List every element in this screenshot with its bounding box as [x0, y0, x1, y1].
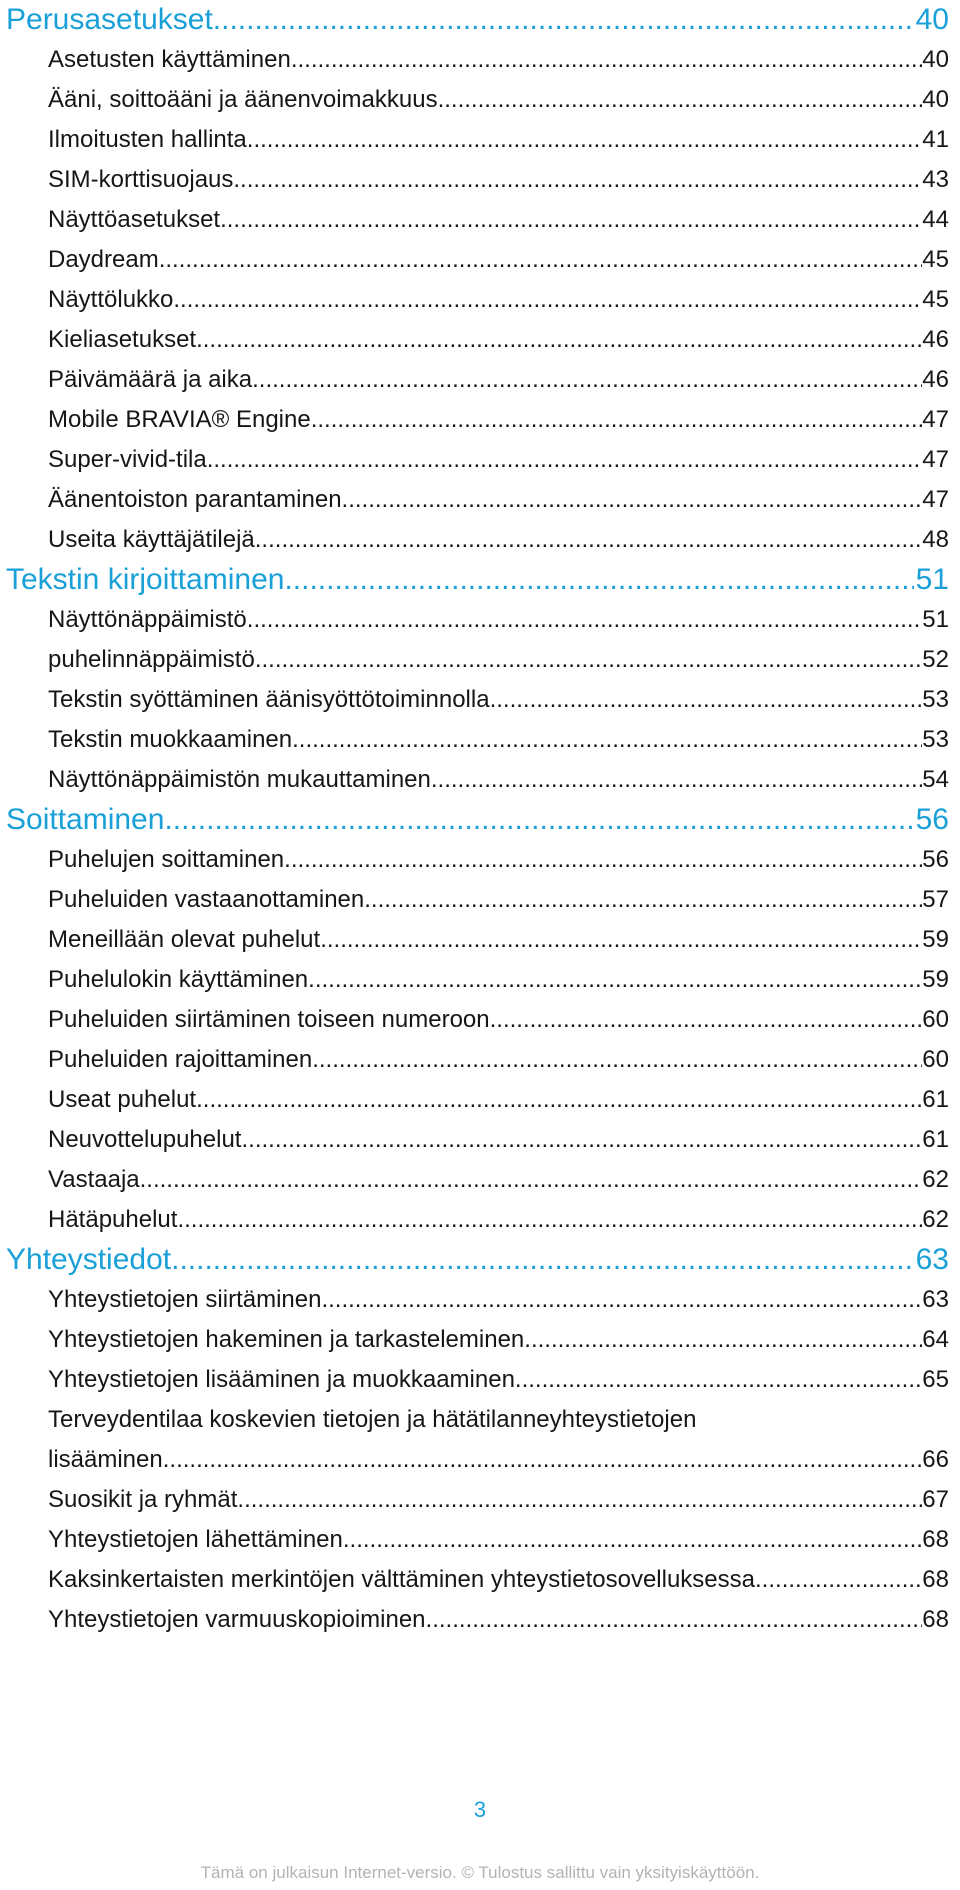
toc-entry-page: 51	[922, 606, 949, 633]
toc-entry-page: 47	[922, 446, 949, 473]
dot-leader	[171, 1240, 914, 1280]
toc-entry-title: Puheluiden vastaanottaminen	[48, 886, 365, 913]
toc-entry-title: Terveydentilaa koskevien tietojen ja hätätilanneyhteystietojen	[48, 1406, 697, 1433]
toc-entry[interactable]	[0, 1480, 960, 1520]
footer-note: Tämä on julkaisun Internet-versio. © Tulostus sallittu vain yksityiskäyttöön.	[200, 1863, 760, 1882]
toc-entry-title: Puheluiden siirtäminen toiseen numeroon	[48, 1006, 490, 1033]
toc-entry-page: 60	[922, 1006, 949, 1033]
toc-entry-title: Useat puhelut	[48, 1086, 197, 1113]
toc-entry-continuation	[0, 1440, 960, 1480]
toc-entry-title: Näyttönäppäimistön mukauttaminen	[48, 766, 431, 793]
toc-entry-title-line2: lisääminen	[48, 1446, 163, 1473]
toc-entry[interactable]	[0, 1320, 960, 1360]
dot-leader	[490, 1000, 923, 1040]
toc-entry-title: Puhelulokin käyttäminen	[48, 966, 309, 993]
toc-entry[interactable]	[0, 1520, 960, 1560]
toc-entry-page: 57	[922, 886, 949, 913]
toc-entry-page: 53	[922, 686, 949, 713]
toc-entry-title: Neuvottelupuhelut	[48, 1126, 242, 1153]
toc-entry-page: 68	[922, 1526, 949, 1553]
toc-entry-title: Ilmoitusten hallinta	[48, 126, 247, 153]
toc-entry-page: 62	[922, 1206, 949, 1233]
toc-entry[interactable]	[0, 1360, 960, 1400]
dot-leader	[252, 360, 922, 400]
toc-entry-page: 45	[922, 286, 949, 313]
dot-leader	[342, 480, 923, 520]
toc-entry-page: 56	[922, 846, 949, 873]
toc-entry[interactable]	[0, 160, 960, 200]
dot-leader	[159, 240, 923, 280]
toc-entry-page: 61	[922, 1126, 949, 1153]
toc-entry-title: Päivämäärä ja aika	[48, 366, 253, 393]
toc-entry[interactable]	[0, 1200, 960, 1240]
toc-entry-page: 46	[922, 366, 949, 393]
dot-leader	[173, 280, 922, 320]
toc-entry[interactable]	[0, 320, 960, 360]
toc-entry-title: Puheluiden rajoittaminen	[48, 1046, 313, 1073]
toc-entry[interactable]	[0, 760, 960, 800]
toc-entry-title: Hätäpuhelut	[48, 1206, 178, 1233]
dot-leader	[140, 1160, 923, 1200]
toc-heading[interactable]	[0, 0, 960, 40]
toc-entry-title: Suosikit ja ryhmät	[48, 1486, 238, 1513]
toc-entry-page: 59	[922, 926, 949, 953]
toc-entry[interactable]	[0, 440, 960, 480]
toc-entry[interactable]	[0, 640, 960, 680]
toc-entry-page: 67	[922, 1486, 949, 1513]
dot-leader	[164, 800, 913, 840]
toc-entry[interactable]	[0, 960, 960, 1000]
toc-section	[0, 560, 960, 800]
toc-entry[interactable]	[0, 480, 960, 520]
toc-entry-page: 43	[922, 166, 949, 193]
toc-entry-page: 48	[922, 526, 949, 553]
dot-leader	[291, 40, 922, 80]
toc-entry-title: Meneillään olevat puhelut	[48, 926, 321, 953]
toc-entry[interactable]	[0, 840, 960, 880]
toc-heading-title: Soittaminen	[6, 803, 165, 836]
toc-entry-page: 40	[922, 46, 949, 73]
toc-entry-title: Asetusten käyttäminen	[48, 46, 291, 73]
dot-leader	[196, 320, 922, 360]
toc-entry-page: 44	[922, 206, 949, 233]
toc-heading-title: Perusasetukset	[6, 3, 213, 36]
dot-leader	[207, 440, 923, 480]
page-number: 3	[473, 1797, 487, 1822]
toc-entry[interactable]	[0, 1280, 960, 1320]
toc-entry-title: Useita käyttäjätilejä	[48, 526, 255, 553]
toc-entry[interactable]	[0, 80, 960, 120]
dot-leader	[213, 0, 914, 40]
toc-entry-page: 47	[922, 486, 949, 513]
toc-entry-title: Tekstin muokkaaminen	[48, 726, 293, 753]
toc-entry[interactable]	[0, 280, 960, 320]
dot-leader	[233, 160, 922, 200]
dot-leader	[247, 600, 923, 640]
toc-entry[interactable]	[0, 680, 960, 720]
toc-entry[interactable]	[0, 880, 960, 920]
dot-leader	[255, 520, 923, 560]
dot-leader	[320, 920, 922, 960]
dot-leader	[343, 1520, 922, 1560]
toc-entry-page: 63	[922, 1286, 949, 1313]
toc-entry-title: Daydream	[48, 246, 159, 273]
toc-entry[interactable]	[0, 920, 960, 960]
toc-entry[interactable]	[0, 360, 960, 400]
toc-entry-page: 52	[922, 646, 949, 673]
toc-entry[interactable]	[0, 1160, 960, 1200]
toc-entry[interactable]	[0, 1600, 960, 1640]
toc-heading[interactable]	[0, 1240, 960, 1280]
dot-leader	[241, 1120, 922, 1160]
dot-leader	[284, 560, 913, 600]
toc-entry[interactable]	[0, 520, 960, 560]
toc-entry-page: 45	[922, 246, 949, 273]
toc-entry-title: Ääni, soittoääni ja äänenvoimakkuus	[48, 86, 438, 113]
toc-entry-title: Äänentoiston parantaminen	[48, 486, 342, 513]
toc-entry[interactable]	[0, 240, 960, 280]
toc-entry-page: 54	[922, 766, 949, 793]
toc-entry-title: Vastaaja	[48, 1166, 140, 1193]
toc-entry[interactable]	[0, 1560, 960, 1600]
toc-entry-page: 60	[922, 1046, 949, 1073]
toc-entry-page: 46	[922, 326, 949, 353]
toc-heading-page: 51	[915, 563, 949, 596]
dot-leader	[431, 760, 922, 800]
toc-section	[0, 1240, 960, 1640]
dot-leader	[426, 1600, 923, 1640]
toc-section	[0, 0, 960, 560]
dot-leader	[438, 80, 923, 120]
toc-entry-page: 53	[922, 726, 949, 753]
toc-entry[interactable]	[0, 600, 960, 640]
toc-entry[interactable]	[0, 200, 960, 240]
toc-entry-title: Yhteystietojen lähettäminen	[48, 1526, 343, 1553]
toc-entry[interactable]	[0, 400, 960, 440]
toc-entry-page: 68	[922, 1606, 949, 1633]
toc-entry-title: Näyttöasetukset	[48, 206, 221, 233]
toc-heading-page: 63	[915, 1243, 949, 1276]
dot-leader	[284, 840, 922, 880]
toc-heading-title: Yhteystiedot	[6, 1243, 172, 1276]
toc-entry-title: SIM-korttisuojaus	[48, 166, 234, 193]
toc-heading-page: 40	[915, 3, 949, 36]
dot-leader	[308, 960, 922, 1000]
toc-entry-title: Yhteystietojen lisääminen ja muokkaaminen	[48, 1366, 515, 1393]
toc-entry-title: Yhteystietojen varmuuskopioiminen	[48, 1606, 426, 1633]
dot-leader	[247, 120, 923, 160]
dot-leader	[220, 200, 922, 240]
toc-entry[interactable]	[0, 1400, 960, 1480]
toc-entry-title: Yhteystietojen siirtäminen	[48, 1286, 322, 1313]
dot-leader	[321, 1280, 922, 1320]
toc-entry-title: Puhelujen soittaminen	[48, 846, 285, 873]
toc-heading-page: 56	[915, 803, 949, 836]
dot-leader	[237, 1480, 922, 1520]
toc-entry[interactable]	[0, 120, 960, 160]
toc-entry-title: Yhteystietojen hakeminen ja tarkasteleminen	[48, 1326, 525, 1353]
toc-entry[interactable]	[0, 1080, 960, 1120]
toc-entry-title: Näyttölukko	[48, 286, 174, 313]
toc-entry[interactable]	[0, 1000, 960, 1040]
toc-entry-title: puhelinnäppäimistö	[48, 646, 255, 673]
toc-entry-page: 40	[922, 86, 949, 113]
dot-leader	[524, 1320, 922, 1360]
toc-entry-page: 65	[922, 1366, 949, 1393]
dot-leader	[490, 680, 923, 720]
toc-entry[interactable]	[0, 720, 960, 760]
toc-entry-title: Kieliasetukset	[48, 326, 197, 353]
toc-entry-title: Tekstin syöttäminen äänisyöttötoiminnolla	[48, 686, 490, 713]
toc-entry-page: 61	[922, 1086, 949, 1113]
toc-section	[0, 800, 960, 1240]
dot-leader	[177, 1200, 922, 1240]
dot-leader	[196, 1080, 922, 1120]
toc-entry-title: Super-vivid-tila	[48, 446, 207, 473]
toc-heading-title: Tekstin kirjoittaminen	[6, 563, 285, 596]
dot-leader	[515, 1360, 922, 1400]
toc-entry-page: 68	[922, 1566, 949, 1593]
toc-entry[interactable]	[0, 1040, 960, 1080]
dot-leader	[364, 880, 922, 920]
toc-entry-page: 41	[922, 126, 949, 153]
dot-leader	[292, 720, 922, 760]
toc-heading[interactable]	[0, 560, 960, 600]
toc-entry-page: 59	[922, 966, 949, 993]
toc-entry-title: Näyttönäppäimistö	[48, 606, 247, 633]
toc-entry[interactable]	[0, 40, 960, 80]
toc-heading[interactable]	[0, 800, 960, 840]
dot-leader	[255, 640, 922, 680]
dot-leader	[311, 400, 923, 440]
toc-entry-title: Kaksinkertaisten merkintöjen välttäminen yhteystietosovelluksessa	[48, 1566, 756, 1593]
toc-entry-title: Mobile BRAVIA® Engine	[48, 406, 311, 433]
dot-leader	[755, 1560, 922, 1600]
toc-entry-page: 66	[922, 1446, 949, 1473]
toc-entry-page: 64	[922, 1326, 949, 1353]
toc-entry-page: 62	[922, 1166, 949, 1193]
dot-leader	[312, 1040, 922, 1080]
toc-entry[interactable]	[0, 1120, 960, 1160]
dot-leader	[163, 1440, 923, 1480]
toc-entry-page: 47	[922, 406, 949, 433]
